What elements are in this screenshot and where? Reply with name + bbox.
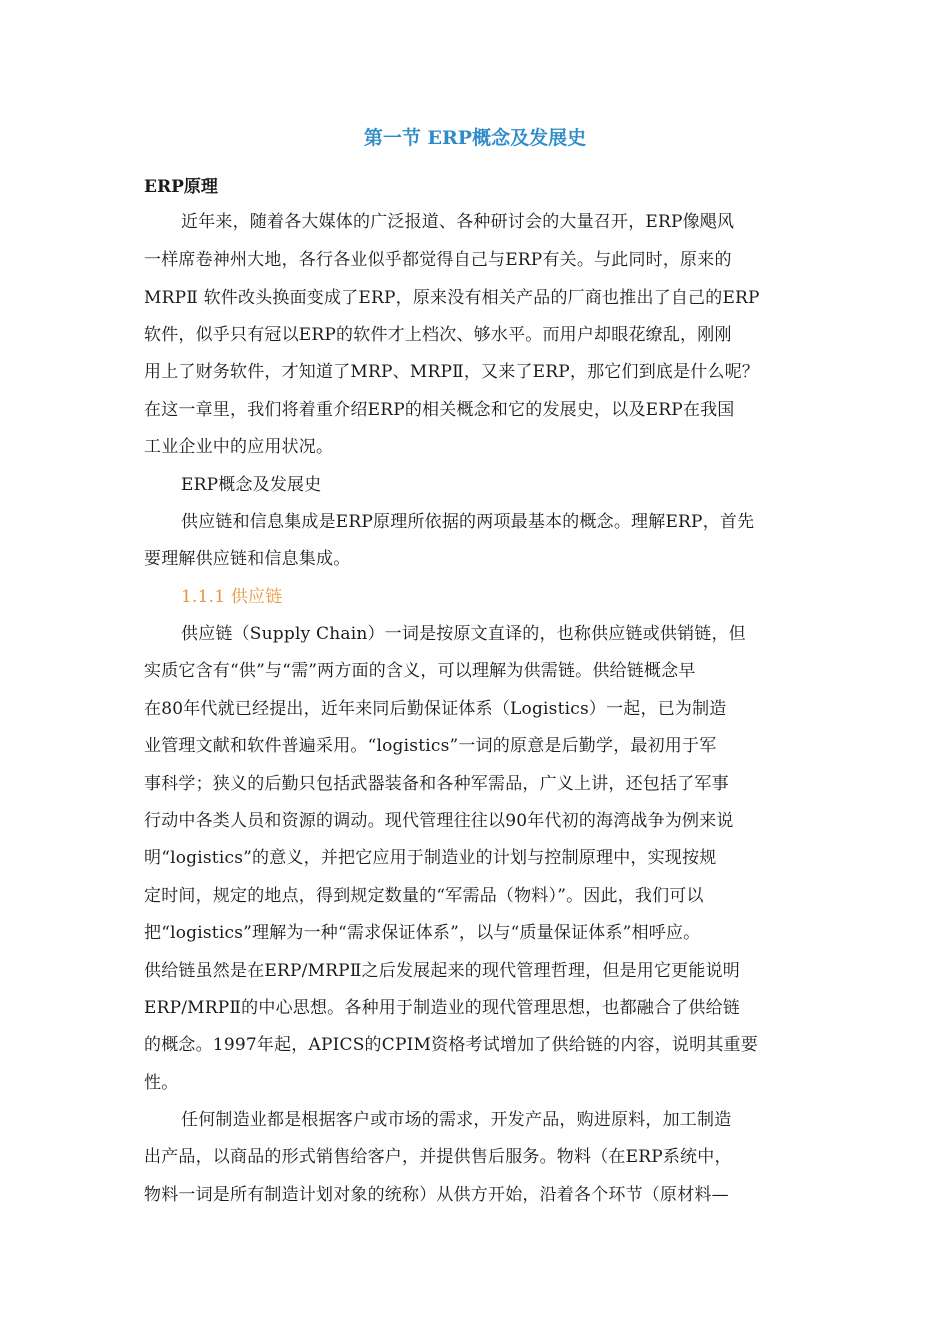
paragraph-line: 在这一章里，我们将着重介绍ERP的相关概念和它的发展史，以及ERP在我国 bbox=[144, 400, 735, 420]
paragraph-line: 实质它含有“供”与“需”两方面的含义，可以理解为供需链。供给链概念早 bbox=[144, 661, 696, 681]
paragraph-line: 定时间，规定的地点，得到规定数量的“军需品（物料）”。因此，我们可以 bbox=[144, 886, 704, 906]
paragraph-line: 供应链（Supply Chain）一词是按原文直译的，也称供应链或供销链，但 bbox=[181, 624, 746, 644]
paragraph-line: 出产品，以商品的形式销售给客户，并提供售后服务。物料（在ERP系统中， bbox=[144, 1147, 732, 1167]
paragraph-line: 供应链和信息集成是ERP原理所依据的两项最基本的概念。理解ERP，首先 bbox=[181, 512, 755, 532]
paragraph-line: 事科学；狭义的后勤只包括武器装备和各种军需品，广义上讲，还包括了军事 bbox=[144, 774, 729, 794]
paragraph-line: 业管理文献和软件普遍采用。“logistics”一词的原意是后勤学，最初用于军 bbox=[144, 736, 717, 756]
paragraph-line: 明“logistics”的意义，并把它应用于制造业的计划与控制原理中，实现按规 bbox=[144, 848, 717, 868]
paragraph-line: 任何制造业都是根据客户或市场的需求，开发产品，购进原料，加工制造 bbox=[181, 1110, 732, 1130]
paragraph-line: MRPⅡ 软件改头换面变成了ERP，原来没有相关产品的厂商也推出了自己的ERP bbox=[144, 288, 760, 308]
paragraph-line: 行动中各类人员和资源的调动。现代管理往往以90年代初的海湾战争为例来说 bbox=[144, 811, 734, 831]
paragraph-line: 供给链虽然是在ERP/MRPⅡ之后发展起来的现代管理哲理，但是用它更能说明 bbox=[144, 961, 740, 981]
paragraph-line: 一样席卷神州大地，各行各业似乎都觉得自己与ERP有关。与此同时，原来的 bbox=[144, 250, 732, 270]
paragraph-line: 性。 bbox=[144, 1073, 179, 1093]
paragraph-line: 工业企业中的应用状况。 bbox=[144, 437, 334, 457]
subheading: ERP概念及发展史 bbox=[181, 475, 322, 495]
paragraph-line: 的概念。1997年起，APICS的CPIM资格考试增加了供给链的内容，说明其重要 bbox=[144, 1035, 758, 1055]
paragraph-line: 软件，似乎只有冠以ERP的软件才上档次、够水平。而用户却眼花缭乱，刚刚 bbox=[144, 325, 732, 345]
paragraph-line: 要理解供应链和信息集成。 bbox=[144, 549, 351, 569]
paragraph-line: 在80年代就已经提出，近年来同后勤保证体系（Logistics）一起，已为制造 bbox=[144, 699, 727, 719]
paragraph-line: ERP/MRPⅡ的中心思想。各种用于制造业的现代管理思想，也都融合了供给链 bbox=[144, 998, 740, 1018]
paragraph-line: 用上了财务软件，才知道了MRP、MRPⅡ，又来了ERP，那它们到底是什么呢？ bbox=[144, 362, 760, 382]
section-heading: ERP原理 bbox=[144, 177, 218, 197]
paragraph-line: 把“logistics”理解为一种“需求保证体系”，以与“质量保证体系”相呼应。 bbox=[144, 923, 701, 943]
paragraph-line: 近年来，随着各大媒体的广泛报道、各种研讨会的大量召开，ERP像飓风 bbox=[181, 212, 735, 232]
page-title: 第一节 ERP概念及发展史 bbox=[363, 127, 587, 149]
subsection-heading: 1.1.1 供应链 bbox=[181, 587, 283, 607]
paragraph-line: 物料一词是所有制造计划对象的统称）从供方开始，沿着各个环节（原材料— bbox=[144, 1185, 729, 1205]
